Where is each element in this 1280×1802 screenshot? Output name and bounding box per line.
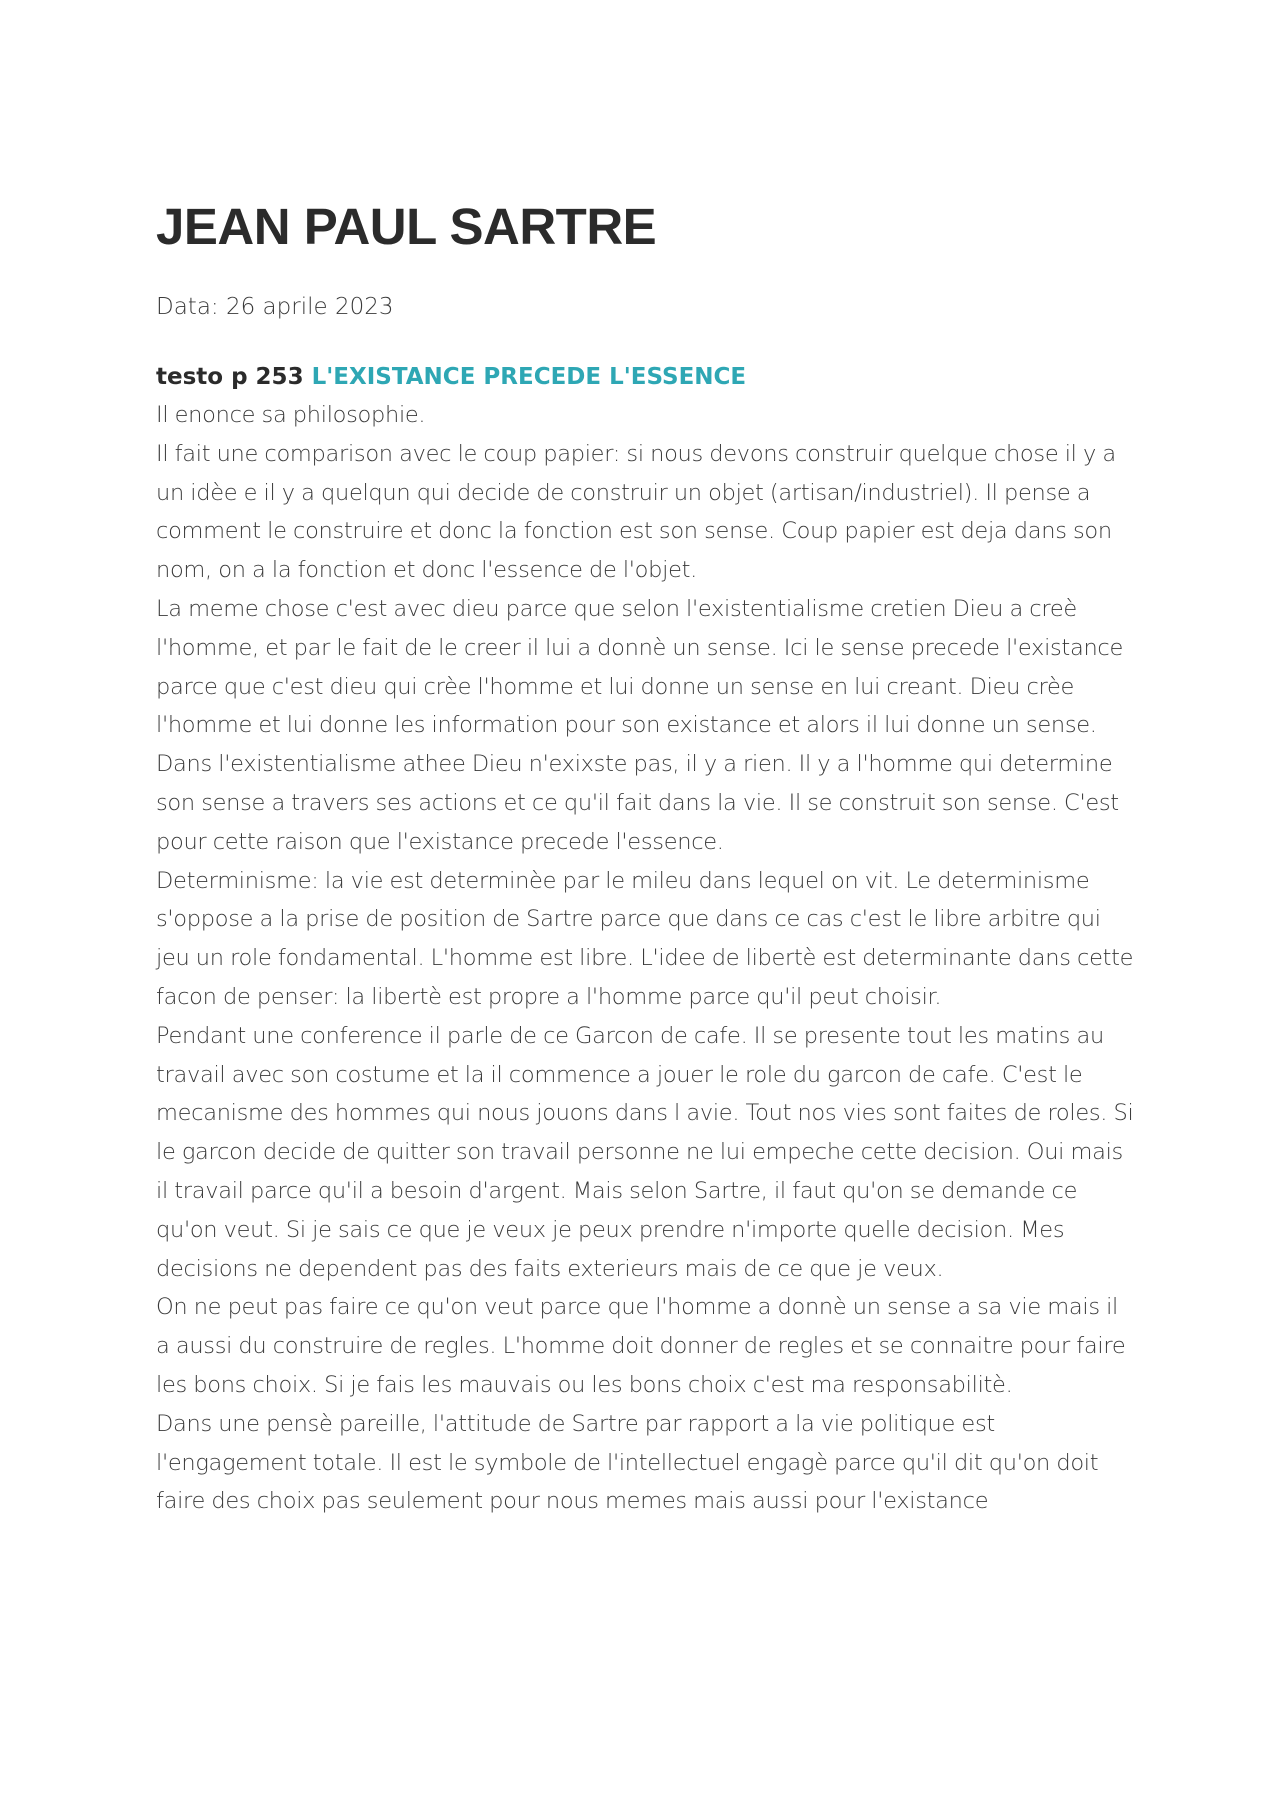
document-content: [156, 196, 1136, 1521]
section-heading: [156, 358, 1136, 396]
paragraph-8: Dans une pensè pareille, l'attitude de Sartre par rapport a la vie politique est l'engagement totale. Il est le symbole de l'intellectuel engagè parce qu'il dit qu'on doit faire des choix pas seulement pour nous memes mais aussi pour l'existance: [156, 1410, 1099, 1515]
paragraph-7: On ne peut pas faire ce qu'on veut parce que l'homme a donnè un sense a sa vie mais il a aussi du construire de regles. L'homme doit donner de regles et se connaitre pour faire les bons choix. Si je fais les mauvais ou les bons choix c'est ma responsabilitè.: [156, 1294, 1126, 1398]
section-heading-accent: L'EXISTANCE PRECEDE L'ESSENCE: [311, 364, 747, 390]
paragraph-6: Pendant une conference il parle de ce Garcon de cafe. Il se presente tout les matins au travail avec son costume et la il commence a jouer le role du garcon de cafe. C'est le mecanisme des hommes qui nous jouons dans l avie. Tout nos vies sont faites de roles. Si le garcon decide de quitter son travail personne ne lui empeche cette decision. Oui mais il travail parce qu'il a besoin d'argent. Mais selon Sartre, il faut qu'on se demande ce qu'on veut. Si je sais ce que je veux je peux prendre n'importe quelle decision. Mes decisions ne dependent pas des faits exterieurs mais de ce que je veux.: [156, 1022, 1134, 1282]
paragraph-4: Dans l'existentialisme athee Dieu n'exixste pas, il y a rien. Il y a l'homme qui determine son sense a travers ses actions et ce qu'il fait dans la vie. Il se construit son sense. C'est pour cette raison que l'existance precede l'essence.: [156, 751, 1119, 855]
paragraph-1: Il enonce sa philosophie.: [156, 402, 426, 428]
document-title: JEAN PAUL SARTRE: [156, 198, 657, 255]
section-heading-prefix: testo p 253: [156, 364, 304, 390]
paragraph-5: Determinisme: la vie est determinèe par le mileu dans lequel on vit. Le determinisme s'oppose a la prise de position de Sartre parce que dans ce cas c'est le libre arbitre qui jeu un role fondamental. L'homme est libre. L'idee de libertè est determinante dans cette facon de penser: la libertè est propre a l'homme parce qu'il peut choisir.: [156, 867, 1134, 1010]
paragraph-2: Il fait une comparison avec le coup papier: si nous devons construir quelque chose il y a un idèe e il y a quelqun qui decide de construir un objet (artisan/industriel). Il pense a comment le construire et donc la fonction est son sense. Coup papier est deja dans son nom, on a la fonction et donc l'essence de l'objet.: [156, 440, 1116, 584]
paragraph-3: La meme chose c'est avec dieu parce que selon l'existentialisme cretien Dieu a creè l'homme, et par le fait de le creer il lui a donnè un sense. Ici le sense precede l'existance parce que c'est dieu qui crèe l'homme et lui donne un sense en lui creant. Dieu crèe l'homme et lui donne les information pour son existance et alors il lui donne un sense.: [156, 595, 1124, 739]
document-date: Data: 26 aprile 2023: [156, 294, 394, 320]
